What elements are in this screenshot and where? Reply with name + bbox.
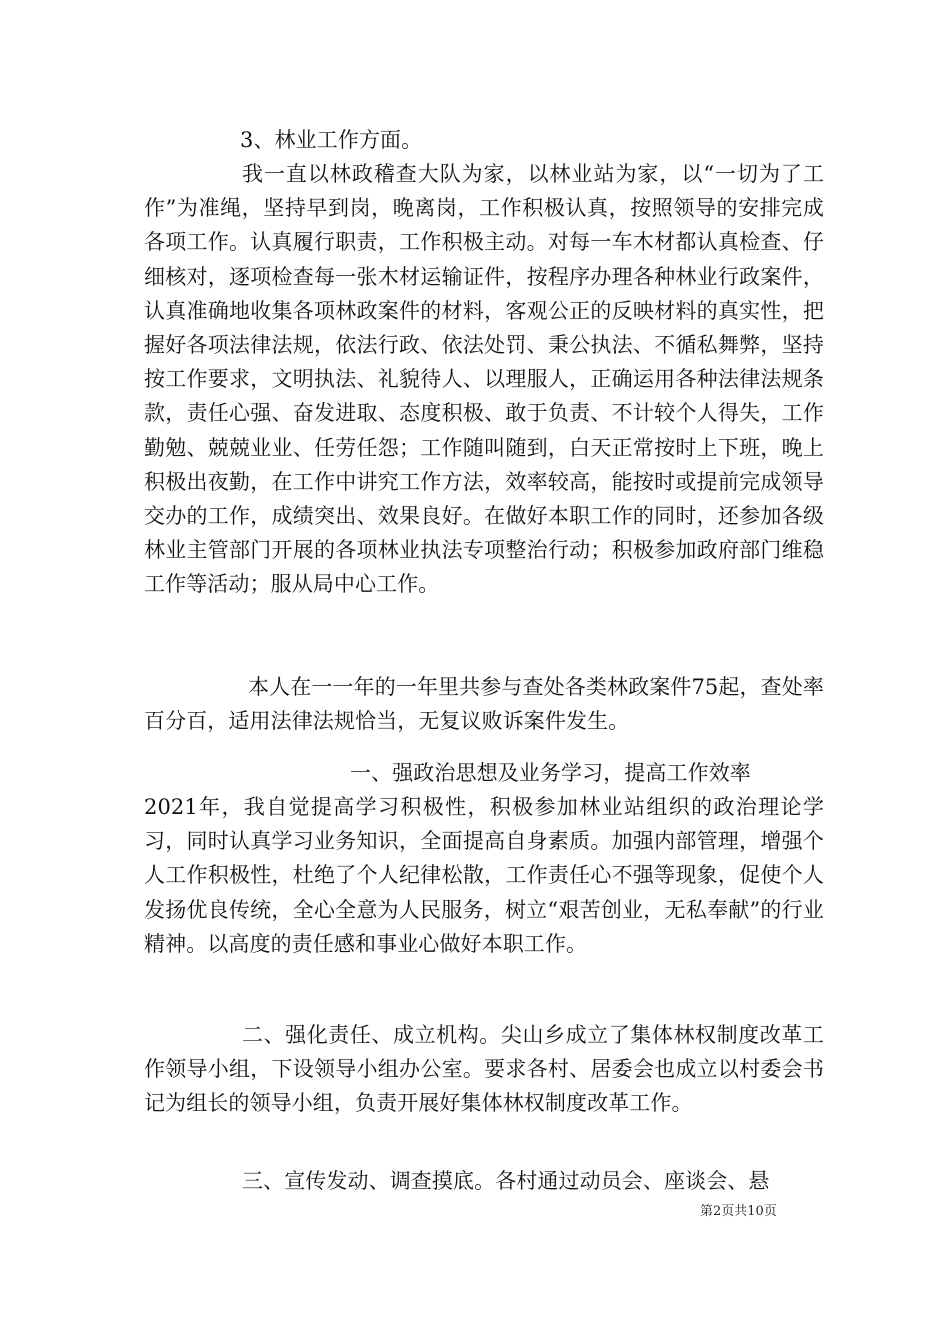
section-heading-forestry-work: 3、林业工作方面。 [240,128,423,152]
section-heading-political-study: 一、强政治思想及业务学习，提高工作效率 [350,761,751,785]
page-number-footer: 第2页共10页 [700,1204,777,1219]
paragraph-case-statistics: 本人在一一年的一年里共参与查处各类林政案件75起，查处率百分百，适用法律法规恰当，无复议败诉案件发生。 [144,675,824,734]
paragraph-study-details: 2021年，我自觉提高学习积极性，积极参加林业站组织的政治理论学习，同时认真学习业务知识，全面提高自身素质。加强内部管理，增强个人工作积极性，杜绝了个人纪律松散，工作责任心不强等现象，促使个人发扬优良传统，全心全意为人民服务，树立“艰苦创业，无私奉献”的行业精神。以高度的责任感和事业心做好本职工作。 [144,795,824,956]
paragraph-responsibility-organization: 二、强化责任、成立机构。尖山乡成立了集体林权制度改革工作领导小组，下设领导小组办公室。要求各村、居委会也成立以村委会书记为组长的领导小组，负责开展好集体林权制度改革工作。 [144,1023,824,1116]
paragraph-publicity-survey: 三、宣传发动、调查摸底。各村通过动员会、座谈会、悬 [242,1169,770,1193]
paragraph-forestry-duties: 我一直以林政稽查大队为家，以林业站为家，以“一切为了工作”为准绳，坚持早到岗，晚离岗，工作积极认真，按照领导的安排完成各项工作。认真履行职责，工作积极主动。对每一车木材都认真检查、仔细核对，逐项检查每一张木材运输证件，按程序办理各种林业行政案件，认真准确地收集各项林政案件的材料，客观公正的反映材料的真实性，把握好各项法律法规，依法行政、依法处罚、秉公执法、不循私舞弊，坚持按工作要求，文明执法、礼貌待人、以理服人，正确运用各种法律法规条款，责任心强、奋发进取、态度积极、敢于负责、不计较个人得失，工作勤勉、兢兢业业、任劳任怨；工作随叫随到，白天正常按时上下班，晚上积极出夜勤，在工作中讲究工作方法，效率较高，能按时或提前完成领导交办的工作，成绩突出、效果良好。在做好本职工作的同时，还参加各级林业主管部门开展的各项林业执法专项整治行动；积极参加政府部门维稳工作等活动；服从局中心工作。 [144,162,824,597]
